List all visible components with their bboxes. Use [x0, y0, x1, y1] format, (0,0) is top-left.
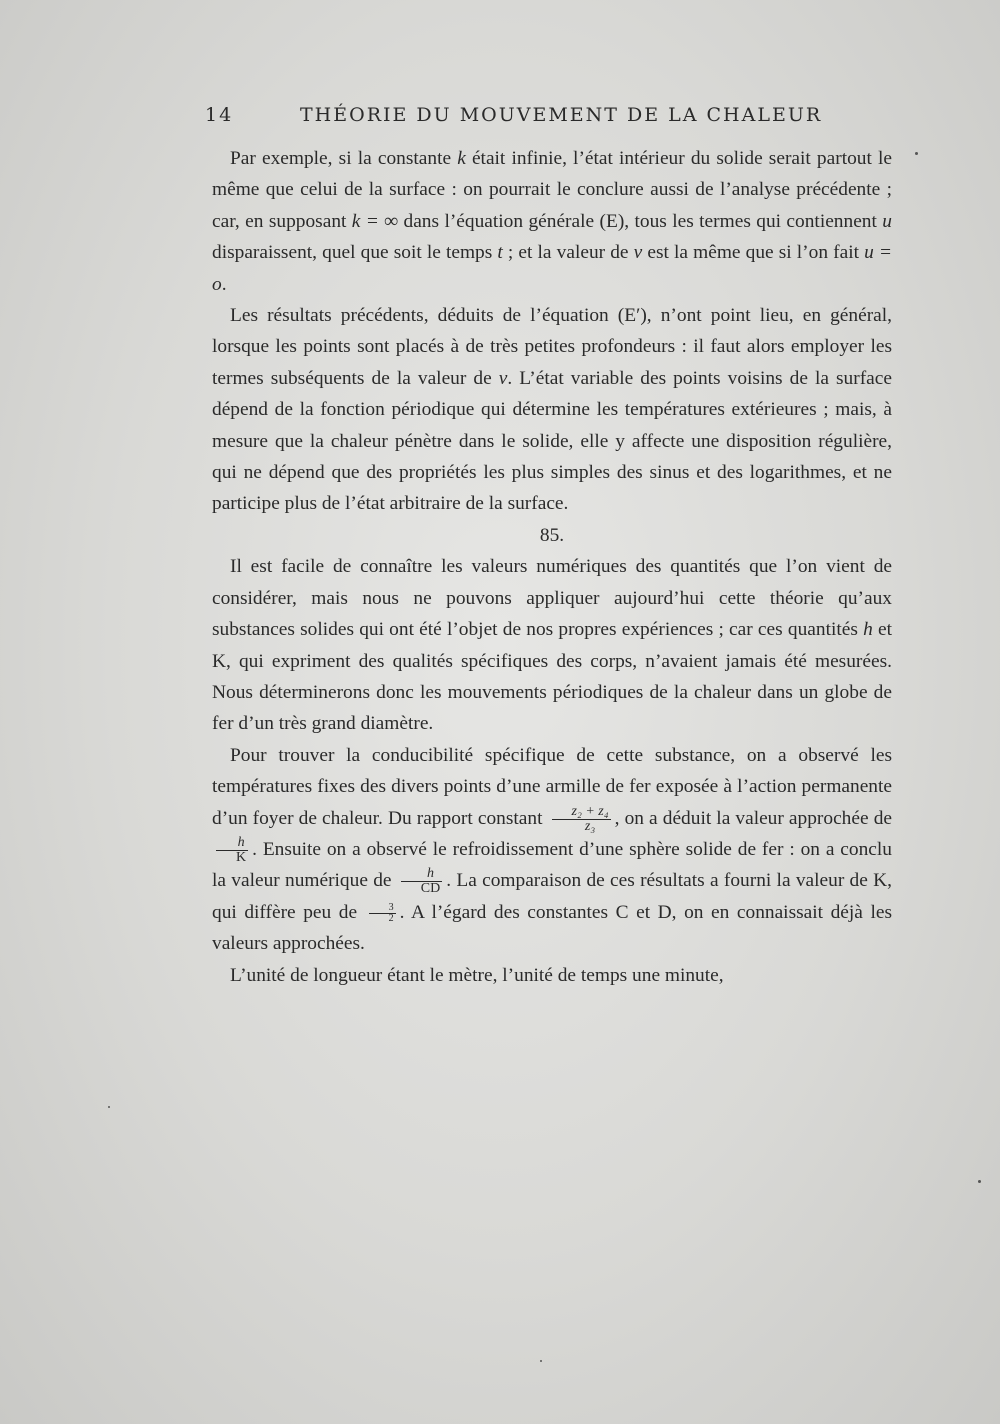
text: était infinie, l’état intérieur du solide serait partout le même que celui de la surface : on pourrait le conclure aussi de l’analyse précédente ; car, en supposant — [212, 148, 892, 232]
var-v: v — [498, 367, 508, 389]
text: Il est facile de connaître les valeurs numériques des quantités que l’on vient de considérer, mais nous ne pouvons appliquer aujourd’hui cette théorie qu’aux substances solides qui ont été l’objet de nos propres expériences ; car ces quantités — [212, 556, 892, 641]
running-header — [205, 104, 825, 134]
denominator: K — [236, 849, 247, 865]
section-number: 85. — [539, 524, 565, 546]
text: et K, qui expriment des qualités spécifiques des corps, n’avaient jamais été mesurées. Nous déterminerons donc les mouvements périodiques de la chaleur dans un globe de fer d’un très grand diamètre. — [212, 619, 892, 735]
paper-speck — [540, 1360, 542, 1362]
fraction-z — [552, 805, 611, 834]
text: Les résultats précédents, déduits de l’équation (E′), n’ont point lieu, en général, lorsque les points sont placés à de très petites profondeurs : il faut alors employer les termes subséquents de la valeur de — [212, 305, 892, 389]
numerator: h — [216, 836, 248, 851]
paper-speck — [108, 1106, 110, 1108]
body-text — [212, 143, 892, 991]
paper-speck — [978, 1180, 981, 1183]
fraction-h-cd — [401, 867, 442, 896]
var-v: v — [633, 242, 643, 264]
var-k: k — [457, 148, 466, 169]
equation-u-zero: u = o — [212, 242, 892, 295]
text: . — [221, 273, 227, 295]
text: . L’état variable des points voisins de la surface dépend de la fonction périodique qui détermine les températures extérieures ; mais, à mesure que la chaleur pénètre dans le solide, elle y affecte une disposition régulière, qui ne dépend que des propriétés les plus simples des sinus et des logarithmes, et ne participe plus de l’état arbitraire de la surface. — [212, 367, 892, 515]
text: , on a déduit la valeur approchée de — [614, 807, 892, 829]
paragraph-5: L’unité de longueur étant le mètre, l’unité de temps une minute, — [230, 964, 724, 986]
running-title: THÉORIE DU MOUVEMENT DE LA CHALEUR — [300, 104, 823, 126]
var-u: u — [882, 210, 892, 232]
var-h: h — [863, 619, 873, 641]
text: Par exemple, si la constante — [230, 148, 458, 169]
text: est la même que si l’on fait — [642, 242, 865, 264]
text: dans l’équation générale (E), tous les termes qui contiennent — [398, 210, 883, 232]
paragraph-1 — [212, 143, 892, 300]
text: . A l’égard des constantes C et D, on en connaissait déjà les valeurs approchées. — [212, 901, 892, 955]
fraction-h-k — [216, 836, 248, 865]
numerator: h — [401, 867, 442, 882]
paragraph-2 — [212, 300, 892, 520]
fraction-three-halves — [369, 903, 396, 924]
text: ; et la valeur de — [502, 242, 634, 264]
numerator: 3 — [369, 903, 396, 914]
text: . La comparaison de ces résultats a fourni la valeur de K, qui diffère peu de — [212, 870, 892, 923]
text: . Ensuite on a observé le refroidissement d’une sphère solide de fer : on a conclu la valeur numérique de — [212, 838, 892, 892]
paper-speck — [915, 152, 918, 155]
numerator: z₂ + z₄ — [552, 805, 611, 820]
paragraph-4 — [212, 740, 892, 960]
text: disparaissent, quel que soit le temps — [212, 242, 498, 264]
denominator: z₃ — [584, 818, 596, 834]
paragraph-3 — [212, 551, 892, 739]
denominator: CD — [420, 881, 441, 897]
denominator: 2 — [388, 912, 394, 924]
page-number: 14 — [205, 104, 234, 126]
var-t: t — [497, 242, 503, 264]
text: Pour trouver la conducibilité spécifique de cette substance, on a observé les températures fixes des divers points d’une armille de fer exposée à l’action permanente d’un foyer de chaleur. Du rapport constant — [212, 744, 892, 829]
equation-k-infinity: k = ∞ — [351, 210, 399, 232]
